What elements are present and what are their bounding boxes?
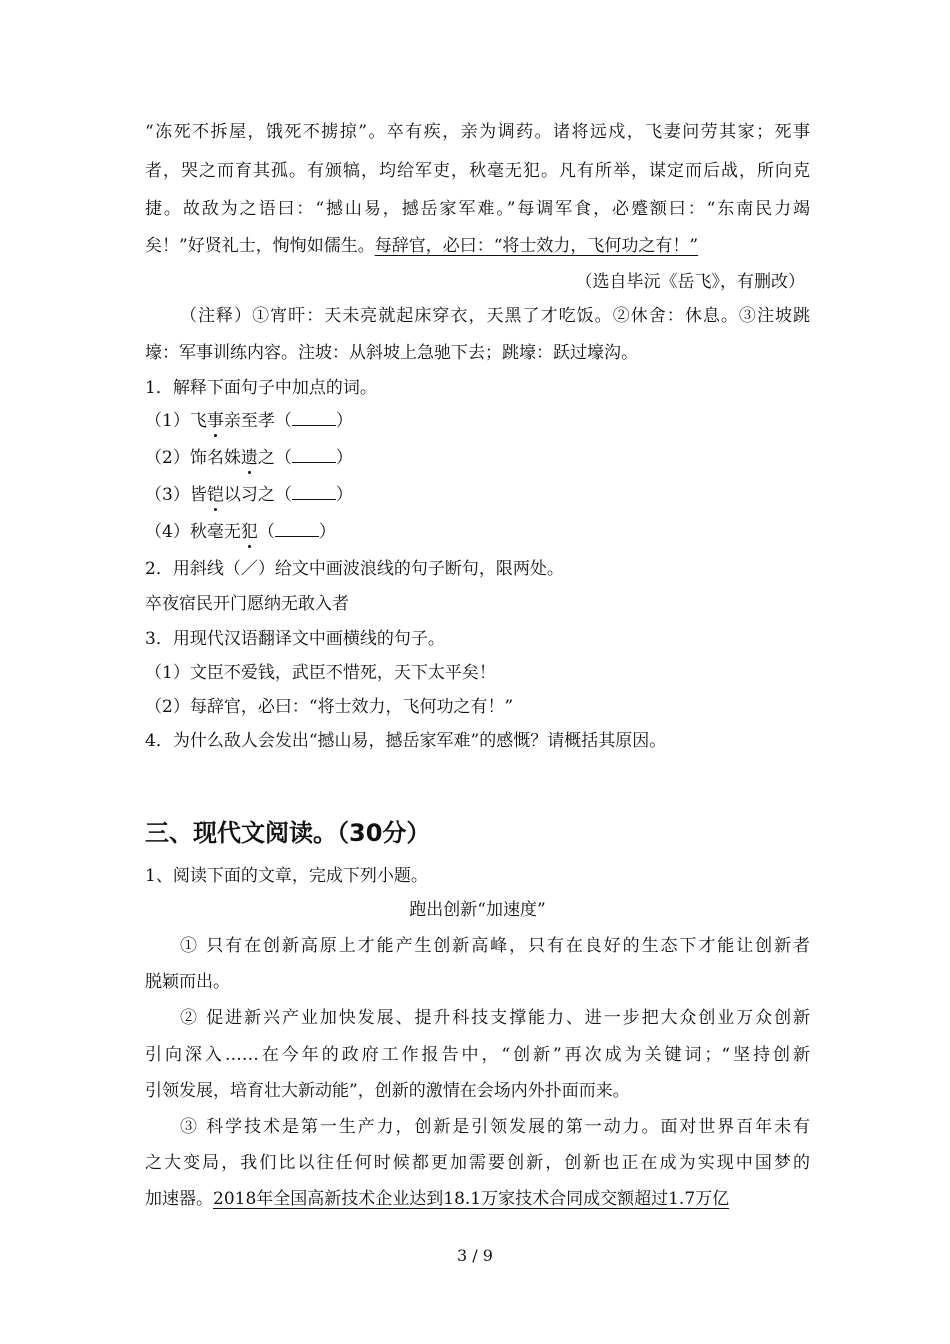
paragraph-2-line-3: 引领发展，培育壮大新动能”，创新的激情在会场内外扑面而来。 [145, 1081, 630, 1101]
passage-line-3: 捷。故敌为之语曰：“撼山易，撼岳家军难。”每调军食，必蹙额曰：“东南民力竭 [145, 199, 810, 219]
question-4: 4．为什么敌人会发出“撼山易，撼岳家军难”的感慨？请概括其原因。 [145, 731, 667, 751]
item-text: （2）饰名姝 [145, 448, 241, 468]
paragraph-2-line-2: 引向深入……在今年的政府工作报告中，“创新”再次成为关键词；“坚持创新 [145, 1045, 810, 1065]
item-text: （1）飞 [145, 411, 207, 431]
question-1-item-1 [145, 411, 810, 431]
item-text: （3）皆 [145, 485, 207, 505]
item-text: 亲至孝（ [223, 411, 292, 431]
question-3: 3．用现代汉语翻译文中画横线的句子。 [145, 629, 445, 649]
paragraph-3-line-2: 之大变局，我们比以往任何时候都更加需要创新，创新也正在成为实现中国梦的 [145, 1153, 810, 1173]
answer-blank[interactable] [292, 448, 336, 463]
paragraph-1-line-2: 脱颖而出。 [145, 972, 230, 992]
item-text: 之（ [257, 448, 292, 468]
question-2: 2．用斜线（／）给文中画波浪线的句子断句，限两处。 [145, 559, 564, 579]
paragraph-text: 加速器。 [145, 1189, 213, 1209]
annotation-line-2: 壕：军事训练内容。注坡：从斜坡上急驰下去；跳壕：跃过壕沟。 [145, 343, 638, 363]
passage-line-4 [145, 236, 810, 256]
section-intro: 1、阅读下面的文章，完成下列小题。 [145, 866, 428, 886]
passage-line-2: 者，哭之而育其孤。有颁犒，均给军吏，秋毫无犯。凡有所举，谋定而后战，所向克 [145, 161, 810, 181]
paragraph-3-line-1: ③ 科学技术是第一生产力，创新是引领发展的第一动力。面对世界百年未有 [180, 1117, 810, 1137]
dotted-word: 事 [206, 411, 224, 431]
passage-line-1: “冻死不拆屋，饿死不掳掠”。卒有疾，亲为调药。诸将远戍，飞妻问劳其家；死事 [145, 122, 810, 142]
page-number: 3 / 9 [457, 1246, 493, 1265]
question-1: 1．解释下面句子中加点的词。 [145, 378, 377, 398]
answer-blank[interactable] [292, 411, 336, 426]
question-3-item-2: （2）每辞官，必曰：“将士效力，飞何功之有！” [145, 697, 514, 717]
item-text: ） [318, 522, 336, 542]
dotted-word: 遗 [240, 448, 258, 468]
item-text: ） [335, 411, 353, 431]
underlined-sentence: 2018年全国高新技术企业达到18.1万家技术合同成交额超过1.7万亿 [213, 1189, 730, 1209]
section-heading: 三、现代文阅读。（30分） [145, 819, 431, 847]
question-1-item-3 [145, 485, 810, 505]
annotation-line-1: （注释）①宵旰：天未亮就起床穿衣，天黑了才吃饭。②休舍：休息。③注坡跳 [180, 306, 810, 326]
item-text: （4）秋毫无 [145, 522, 241, 542]
answer-blank[interactable] [292, 485, 336, 500]
answer-blank[interactable] [275, 522, 319, 537]
item-text: 以习之（ [223, 485, 292, 505]
source-citation: （选自毕沅《岳飞》，有删改） [575, 272, 805, 292]
question-1-item-2 [145, 448, 810, 468]
item-text: ） [335, 485, 353, 505]
paragraph-2-line-1: ② 促进新兴产业加快发展、提升科技支撑能力、进一步把大众创业万众创新 [180, 1008, 810, 1028]
paragraph-1-line-1: ① 只有在创新高原上才能产生创新高峰，只有在良好的生态下才能让创新者 [180, 936, 810, 956]
item-text: ） [335, 448, 353, 468]
item-text: （ [257, 522, 275, 542]
article-title: 跑出创新“加速度” [409, 900, 546, 920]
passage-text: 矣！”好贤礼士，恂恂如儒生。 [145, 236, 375, 256]
question-2-sentence: 卒夜宿民开门愿纳无敢入者 [145, 594, 349, 614]
question-1-item-4 [145, 522, 810, 542]
paragraph-3-line-3 [145, 1189, 810, 1209]
dotted-word: 铠 [206, 485, 224, 505]
question-3-item-1: （1）文臣不爱钱，武臣不惜死，天下太平矣！ [145, 663, 496, 683]
dotted-word: 犯 [240, 522, 258, 542]
underlined-sentence: 每辞官，必曰：“将士效力，飞何功之有！” [374, 236, 699, 256]
